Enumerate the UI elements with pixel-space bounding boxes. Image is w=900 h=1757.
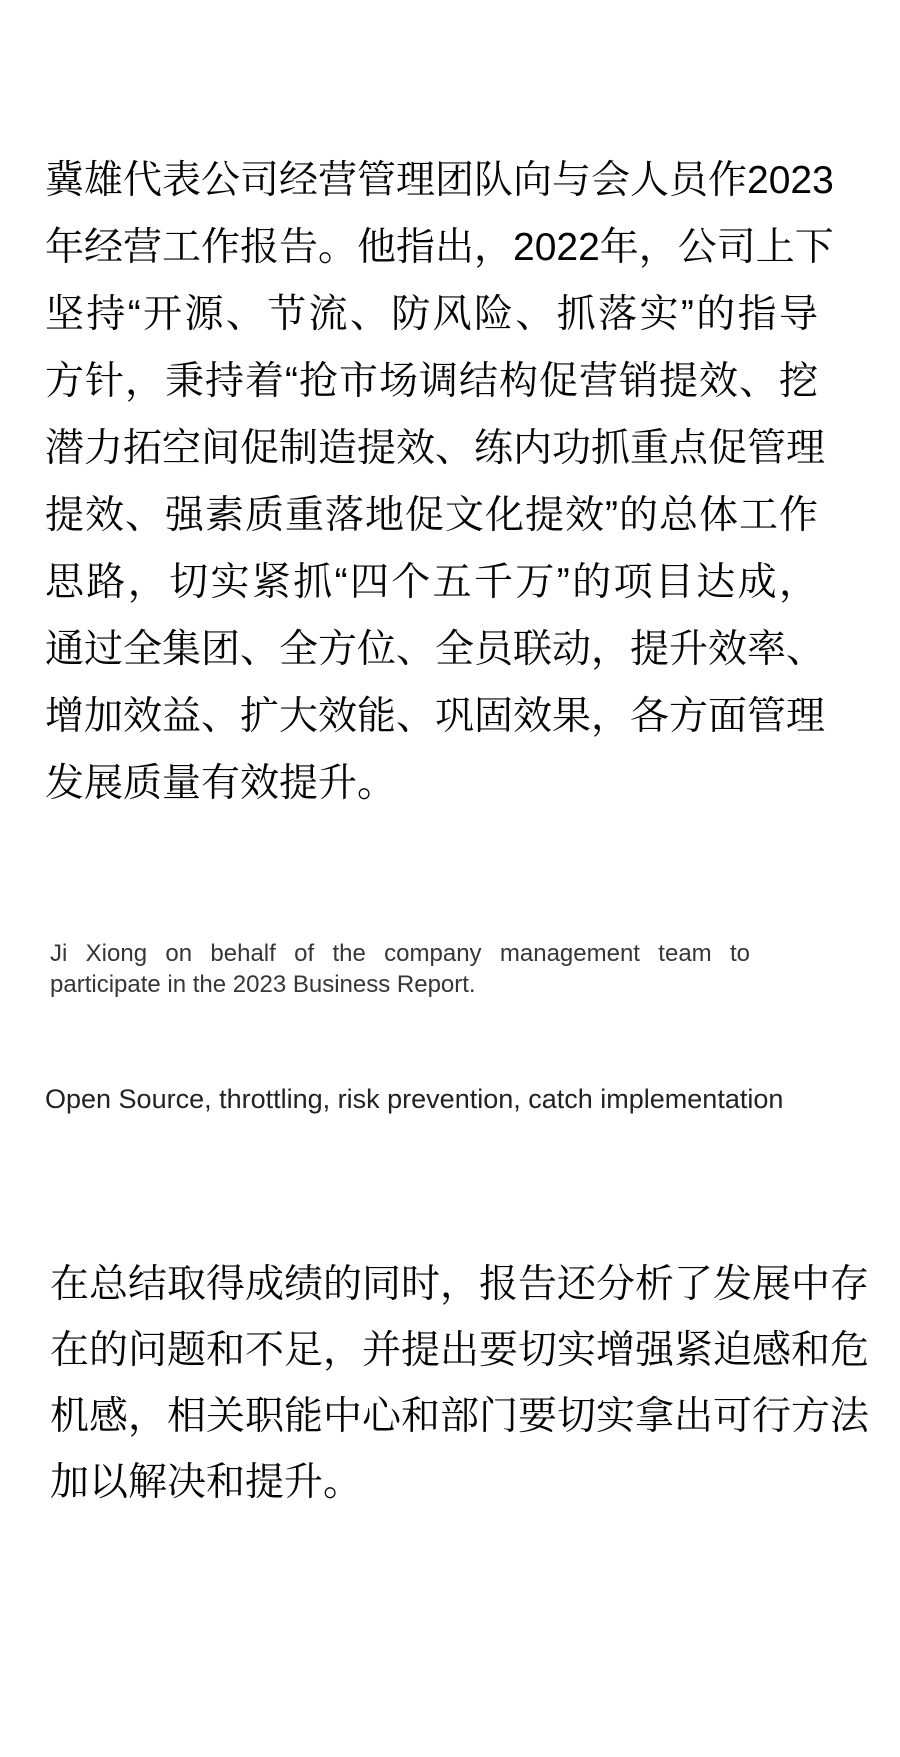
report-paragraph-line: 发展质量有效提升。 (45, 762, 397, 805)
analysis-paragraph-line: 在的问题和不足，并提出要切实增强紧迫感和危 (50, 1329, 870, 1372)
report-paragraph-line: 冀雄代表公司经营管理团队向与会人员作2023 (45, 159, 834, 202)
analysis-paragraph-line: 机感，相关职能中心和部门要切实拿出可行方法 (50, 1395, 870, 1438)
report-paragraph-line: 潜力拓空间促制造提效、练内功抓重点促管理 (45, 427, 826, 470)
report-paragraph-line: 通过全集团、全方位、全员联动，提升效率、 (45, 628, 826, 671)
photo-caption-line: participate in the 2023 Business Report. (50, 971, 476, 998)
report-paragraph-line: 增加效益、扩大效能、巩固效果，各方面管理 (45, 695, 826, 738)
analysis-paragraph (50, 1252, 870, 1516)
analysis-paragraph-line: 加以解决和提升。 (50, 1461, 363, 1504)
photo-caption (50, 938, 750, 1000)
photo-caption-line: Ji Xiong on behalf of the company management team to (50, 940, 750, 967)
keywords-line: Open Source, throttling, risk prevention, catch implementation (45, 1084, 784, 1114)
report-paragraph-line: 方针，秉持着“抢市场调结构促营销提效、挖 (45, 360, 818, 403)
report-paragraph-line: 提效、强素质重落地促文化提效”的总体工作 (45, 494, 818, 537)
business-report-paragraph (45, 147, 834, 817)
analysis-paragraph-line: 在总结取得成绩的同时，报告还分析了发展中存 (50, 1263, 870, 1306)
report-paragraph-line: 年经营工作报告。他指出，2022年，公司上下 (45, 226, 834, 269)
report-paragraph-line: 坚持“开源、节流、防风险、抓落实”的指导 (45, 293, 818, 336)
report-paragraph-line: 思路，切实紧抓“四个五千万”的项目达成， (45, 561, 818, 604)
